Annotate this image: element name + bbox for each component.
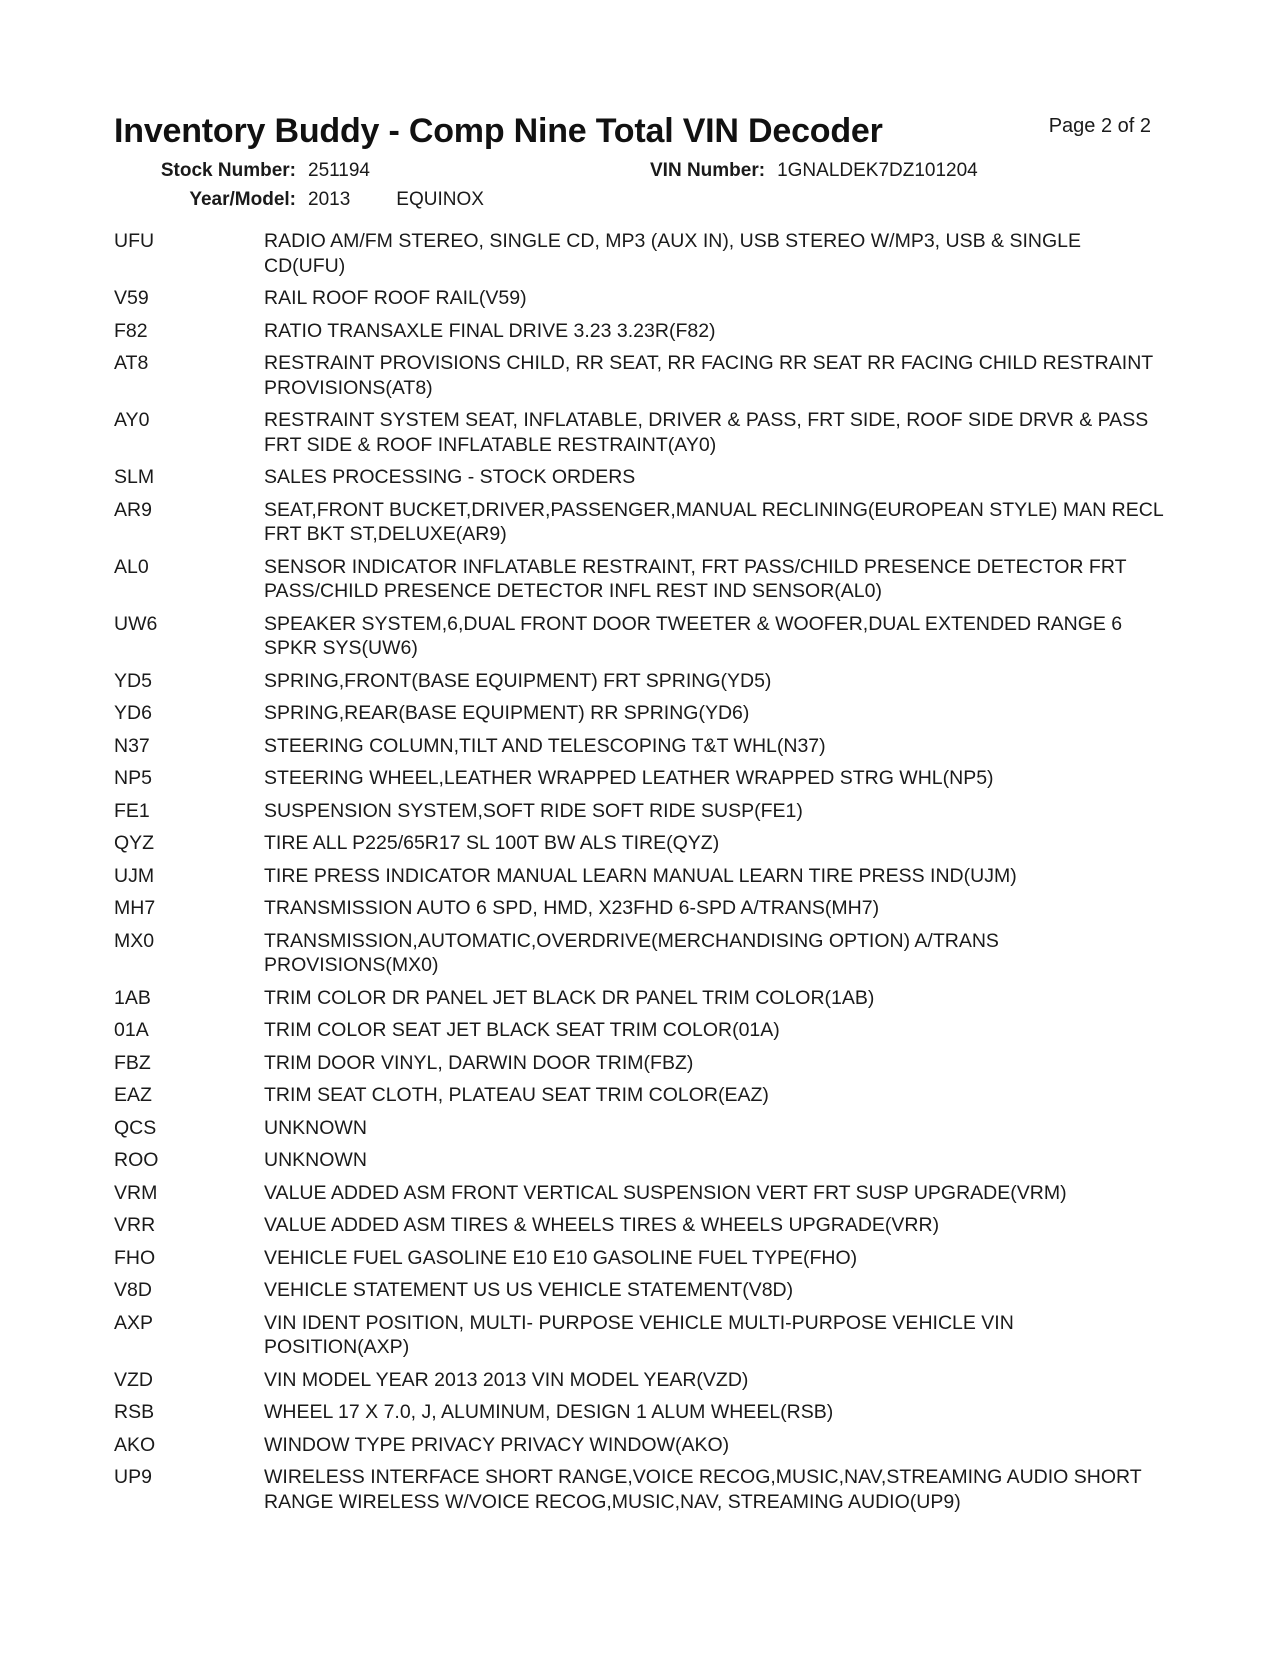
- option-description: SPEAKER SYSTEM,6,DUAL FRONT DOOR TWEETER & WOOFER,DUAL EXTENDED RANGE 6 SPKR SYS(UW6): [264, 612, 1123, 659]
- option-row: [114, 1116, 1164, 1141]
- option-description: STEERING COLUMN,TILT AND TELESCOPING T&T WHL(N37): [264, 734, 826, 757]
- option-row: [114, 1018, 1164, 1043]
- option-row: [114, 831, 1164, 856]
- option-code: N37: [114, 734, 150, 757]
- option-description: TIRE PRESS INDICATOR MANUAL LEARN MANUAL LEARN TIRE PRESS IND(UJM): [264, 864, 1017, 887]
- option-code: 1AB: [114, 986, 151, 1009]
- option-description: UNKNOWN: [264, 1149, 367, 1171]
- option-row: [114, 864, 1164, 889]
- option-description: TIRE ALL P225/65R17 SL 100T BW ALS TIRE(QYZ): [264, 832, 720, 854]
- option-code: UP9: [114, 1466, 152, 1488]
- option-row: [114, 465, 1164, 490]
- stock-number-label: Stock Number:: [160, 160, 296, 181]
- option-code: V59: [114, 287, 149, 309]
- option-code: FE1: [114, 799, 150, 822]
- model-value: EQUINOX: [396, 189, 484, 210]
- year-model-label: Year/Model:: [189, 189, 296, 210]
- option-code: YD5: [114, 669, 152, 692]
- option-description: TRIM DOOR VINYL, DARWIN DOOR TRIM(FBZ): [264, 1051, 694, 1074]
- option-code: VRR: [114, 1214, 156, 1236]
- option-row: [114, 929, 1164, 978]
- option-code: UW6: [114, 612, 158, 635]
- option-row: [114, 351, 1164, 400]
- option-row: [114, 1083, 1164, 1108]
- option-description: RAIL ROOF ROOF RAIL(V59): [264, 287, 527, 309]
- option-code-list: [114, 229, 1164, 1522]
- option-description: SPRING,FRONT(BASE EQUIPMENT) FRT SPRING(YD5): [264, 669, 772, 692]
- option-code: V8D: [114, 1279, 152, 1301]
- option-description: WIRELESS INTERFACE SHORT RANGE,VOICE RECOG,MUSIC,NAV,STREAMING AUDIO SHORT RANGE WIRELESS W/VOICE RECOG,MUSIC,NAV, STREAMING AUDIO(UP9): [264, 1466, 1142, 1513]
- option-code: QCS: [114, 1116, 157, 1139]
- option-row: [114, 319, 1164, 344]
- option-row: [114, 1148, 1164, 1173]
- option-code: F82: [114, 319, 148, 342]
- option-code: AKO: [114, 1433, 156, 1456]
- option-code: EAZ: [114, 1084, 152, 1106]
- option-code: 01A: [114, 1019, 149, 1041]
- option-row: [114, 701, 1164, 726]
- option-row: [114, 612, 1164, 661]
- vin-number-value: 1GNALDEK7DZ101204: [777, 160, 978, 181]
- option-code: UFU: [114, 230, 155, 252]
- option-description: VALUE ADDED ASM FRONT VERTICAL SUSPENSION VERT FRT SUSP UPGRADE(VRM): [264, 1181, 1067, 1204]
- option-code: YD6: [114, 702, 152, 724]
- option-description: TRIM COLOR DR PANEL JET BLACK DR PANEL TRIM COLOR(1AB): [264, 986, 875, 1009]
- option-code: UJM: [114, 864, 155, 887]
- option-row: [114, 286, 1164, 311]
- option-row: [114, 799, 1164, 824]
- option-code: AT8: [114, 352, 149, 374]
- option-row: [114, 1433, 1164, 1458]
- option-row: [114, 498, 1164, 547]
- vin-number-field: [650, 160, 978, 182]
- year-model-field: [154, 189, 484, 211]
- option-row: [114, 734, 1164, 759]
- option-description: TRANSMISSION AUTO 6 SPD, HMD, X23FHD 6-SPD A/TRANS(MH7): [264, 897, 880, 919]
- option-row: [114, 1400, 1164, 1425]
- option-description: SPRING,REAR(BASE EQUIPMENT) RR SPRING(YD6): [264, 702, 750, 724]
- option-code: ROO: [114, 1149, 159, 1171]
- option-code: VZD: [114, 1368, 153, 1391]
- page-number: Page 2 of 2: [1048, 115, 1151, 137]
- option-code: AY0: [114, 409, 150, 431]
- option-code: FHO: [114, 1246, 156, 1269]
- option-code: SLM: [114, 466, 155, 488]
- option-description: VEHICLE FUEL GASOLINE E10 E10 GASOLINE FUEL TYPE(FHO): [264, 1246, 858, 1269]
- option-code: NP5: [114, 767, 152, 789]
- option-code: RSB: [114, 1401, 155, 1423]
- stock-number-field: [154, 160, 370, 182]
- document-title: Inventory Buddy - Comp Nine Total VIN Decoder: [114, 112, 883, 150]
- vin-number-label: VIN Number:: [650, 160, 766, 181]
- option-description: VEHICLE STATEMENT US US VEHICLE STATEMENT(V8D): [264, 1279, 794, 1301]
- stock-number-value: 251194: [308, 160, 370, 181]
- option-description: VALUE ADDED ASM TIRES & WHEELS TIRES & WHEELS UPGRADE(VRR): [264, 1214, 940, 1236]
- option-description: RATIO TRANSAXLE FINAL DRIVE 3.23 3.23R(F82): [264, 319, 716, 342]
- option-row: [114, 1051, 1164, 1076]
- option-row: [114, 766, 1164, 791]
- option-code: AXP: [114, 1311, 154, 1334]
- option-code: MH7: [114, 897, 156, 919]
- option-code: AR9: [114, 498, 152, 521]
- option-row: [114, 229, 1164, 278]
- option-code: MX0: [114, 929, 155, 952]
- option-description: VIN IDENT POSITION, MULTI- PURPOSE VEHICLE MULTI-PURPOSE VEHICLE VIN POSITION(AXP): [264, 1311, 1014, 1358]
- option-code: FBZ: [114, 1051, 151, 1074]
- option-row: [114, 555, 1164, 604]
- option-description: UNKNOWN: [264, 1116, 367, 1139]
- year-value: 2013: [308, 189, 351, 210]
- option-description: SENSOR INDICATOR INFLATABLE RESTRAINT, FRT PASS/CHILD PRESENCE DETECTOR FRT PASS/CHILD PRESENCE DETECTOR INFL REST IND SENSOR(AL0): [264, 555, 1127, 602]
- option-description: VIN MODEL YEAR 2013 2013 VIN MODEL YEAR(VZD): [264, 1368, 749, 1391]
- option-description: WINDOW TYPE PRIVACY PRIVACY WINDOW(AKO): [264, 1433, 730, 1456]
- option-description: TRANSMISSION,AUTOMATIC,OVERDRIVE(MERCHANDISING OPTION) A/TRANS PROVISIONS(MX0): [264, 929, 999, 976]
- option-row: [114, 1368, 1164, 1393]
- option-code: AL0: [114, 555, 149, 578]
- option-description: RADIO AM/FM STEREO, SINGLE CD, MP3 (AUX IN), USB STEREO W/MP3, USB & SINGLE CD(UFU): [264, 230, 1081, 277]
- option-description: TRIM SEAT CLOTH, PLATEAU SEAT TRIM COLOR(EAZ): [264, 1084, 769, 1106]
- option-code: QYZ: [114, 832, 155, 854]
- option-description: SUSPENSION SYSTEM,SOFT RIDE SOFT RIDE SUSP(FE1): [264, 799, 803, 822]
- option-row: [114, 408, 1164, 457]
- option-description: RESTRAINT PROVISIONS CHILD, RR SEAT, RR FACING RR SEAT RR FACING CHILD RESTRAINT PROVISIONS(AT8): [264, 352, 1153, 399]
- option-description: SALES PROCESSING - STOCK ORDERS: [264, 466, 636, 488]
- option-description: RESTRAINT SYSTEM SEAT, INFLATABLE, DRIVER & PASS, FRT SIDE, ROOF SIDE DRVR & PASS FRT SIDE & ROOF INFLATABLE RESTRAINT(AY0): [264, 409, 1149, 456]
- option-description: SEAT,FRONT BUCKET,DRIVER,PASSENGER,MANUAL RECLINING(EUROPEAN STYLE) MAN RECL FRT BKT ST,DELUXE(AR9): [264, 498, 1163, 545]
- option-row: [114, 1278, 1164, 1303]
- option-row: [114, 986, 1164, 1011]
- option-description: WHEEL 17 X 7.0, J, ALUMINUM, DESIGN 1 ALUM WHEEL(RSB): [264, 1401, 834, 1423]
- option-row: [114, 1246, 1164, 1271]
- option-row: [114, 1213, 1164, 1238]
- option-code: VRM: [114, 1181, 158, 1204]
- option-row: [114, 669, 1164, 694]
- option-description: TRIM COLOR SEAT JET BLACK SEAT TRIM COLOR(01A): [264, 1019, 780, 1041]
- option-row: [114, 1465, 1164, 1514]
- option-description: STEERING WHEEL,LEATHER WRAPPED LEATHER WRAPPED STRG WHL(NP5): [264, 767, 994, 789]
- option-row: [114, 1311, 1164, 1360]
- option-row: [114, 896, 1164, 921]
- option-row: [114, 1181, 1164, 1206]
